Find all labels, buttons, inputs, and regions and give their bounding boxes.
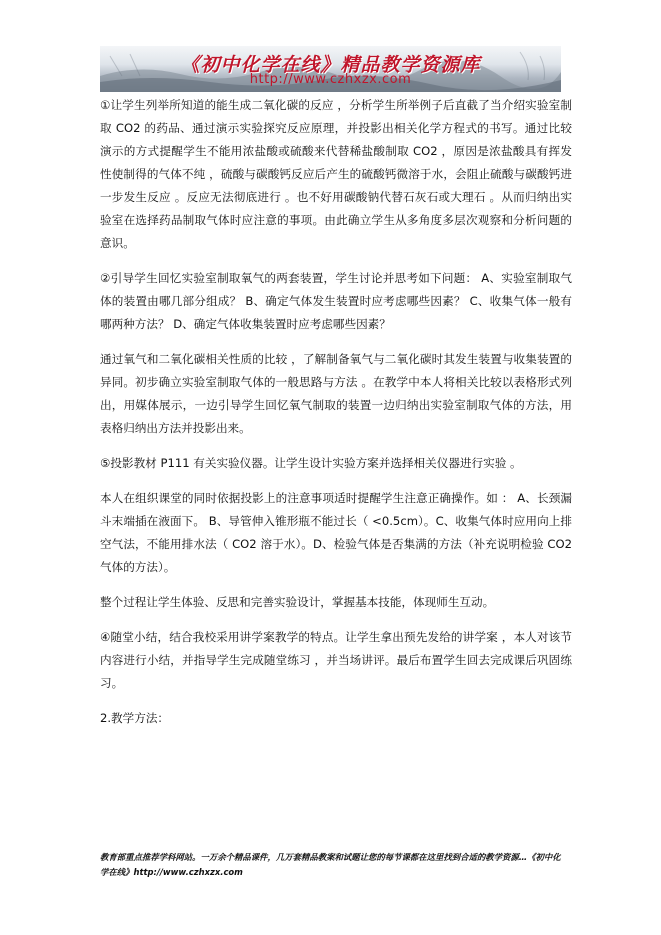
paragraph-3: 通过氧气和二氧化碳相关性质的比较 ，了解制备氧气与二氧化碳时其发生装置与收集装置的异同。初步确立实验室制取气体的一般思路与方法 。在教学中本人将相关比较以表格形式列出，用媒体展示，一边引导学生回忆氧气制取的装置一边归纳出实验室制取气体的方法，用表格归纳出方法并投影出来。 [100,352,572,435]
paragraph-1: ①让学生列举所知道的能生成二氧化碳的反应 ，分析学生所举例子后直截了当介绍实验室制取 CO2 的药品、通过演示实验探究反应原理，并投影出相关化学方程式的书写。通过比较演示的方式提醒学生不能用浓盐酸或硫酸来代替稀盐酸制取 CO2 ，原因是浓盐酸具有挥发性使制得的气体不纯 ，硫酸与碳酸钙反应后产生的硫酸钙微溶于水，会阻止硫酸与碳酸钙进一步发生反应 。反应无法彻底进行 。也不好用碳酸钠代替石灰石或大理石 。从而归纳出实验室在选择药品制取气体时应注意的事项。由此确立学生从多角度多层次观察和分析问题的意识。 [100,98,572,250]
paragraph-5: 本人在组织课堂的同时依据投影上的注意事项适时提醒学生注意正确操作。如 ： A、长颈漏斗末端插在液面下。 B、导管伸入锥形瓶不能过长（ <0.5cm）。C、收集气体时应用向上排空气法，不能用排水法（ CO2 溶于水）。D、检验气体是否集满的方法（补充说明检验 CO2 气体的方法）。 [100,491,572,574]
paragraph-4: ⑤投影教材 P111 有关实验仪器。让学生设计实验方案并选择相关仪器进行实验 。 [100,456,522,470]
paragraph-6: 整个过程让学生体验、反思和完善实验设计，掌握基本技能，体现师生互动。 [100,595,495,609]
paragraph-2: ②引导学生回忆实验室制取氧气的两套装置，学生讨论并思考如下问题： A、实验室制取气体的装置由哪几部分组成？ B、确定气体发生装置时应考虑哪些因素？ C、收集气体一般有哪两种方法？ D、确定气体收集装置时应考虑哪些因素？ [100,271,572,331]
banner-title: 《初中化学在线》精品教学资源库 [180,54,481,76]
document-body [100,94,572,730]
header-banner [100,46,561,92]
section-heading: 2.教学方法： [100,711,170,725]
page-footer: 教育部重点推荐学科网站。一万余个精品课件，几万套精品教案和试题让您的每节课都在这里找到合适的教学资源…《初中化学在线》http://www.czhxzx.com [100,852,561,877]
paragraph-7: ④随堂小结，结合我校采用讲学案教学的特点。让学生拿出预先发给的讲学案 ，本人对该节内容进行小结，并指导学生完成随堂练习 ，并当场讲评。最后布置学生回去完成课后巩固练习。 [100,630,572,690]
banner-url[interactable]: http://www.czhxzx.com [249,72,412,87]
